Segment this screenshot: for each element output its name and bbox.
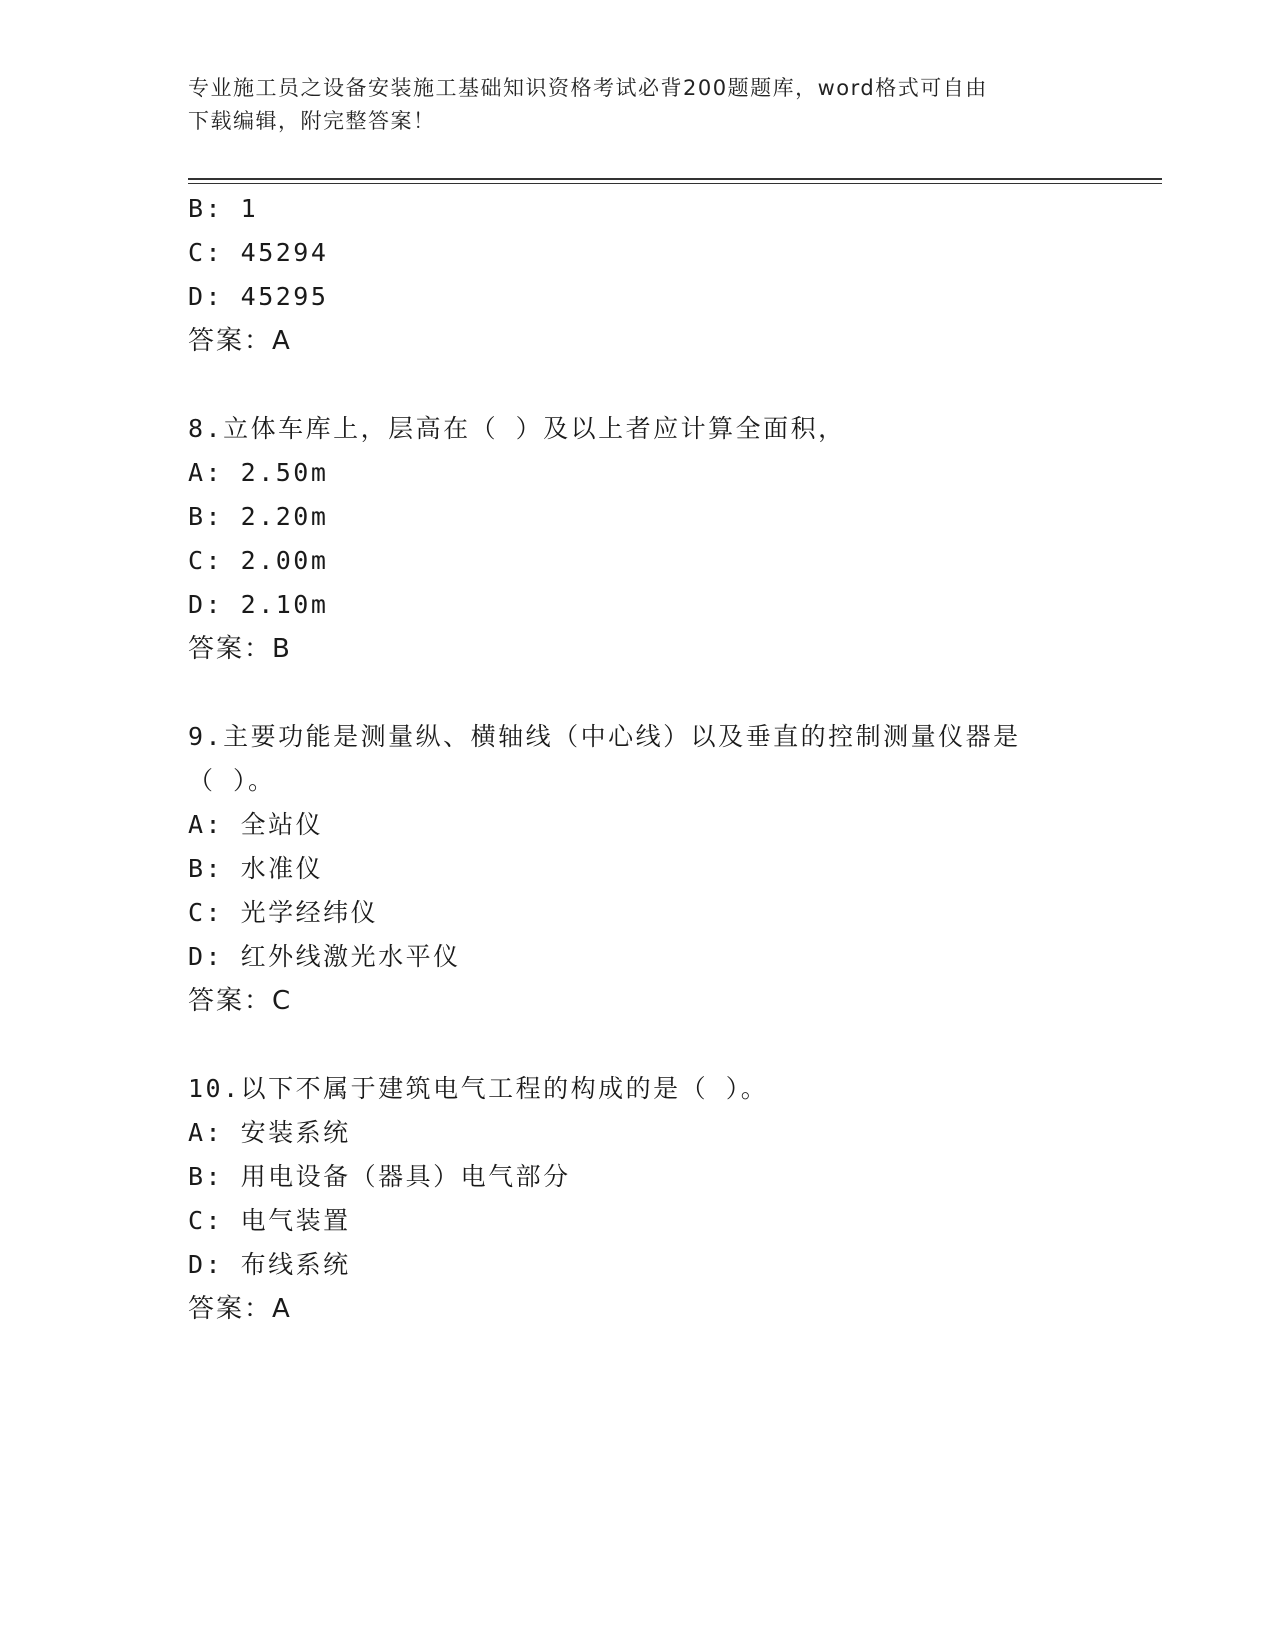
q10-option-b: B: 用电设备（器具）电气部分	[188, 1162, 571, 1191]
q8-question: 8.立体车库上，层高在（ ）及以上者应计算全面积，	[188, 414, 846, 443]
q9-option-b: B: 水准仪	[188, 854, 324, 883]
q8-option-b: B: 2.20m	[188, 502, 329, 531]
q8-option-a: A: 2.50m	[188, 458, 329, 487]
q10-option-c: C: 电气装置	[188, 1206, 351, 1235]
q10-answer: 答案：A	[188, 1294, 292, 1324]
q8-option-d: D: 2.10m	[188, 590, 329, 619]
q9-question-line-2: （ ）。	[188, 766, 276, 795]
q9-option-d: D: 红外线激光水平仪	[188, 942, 461, 971]
q7-answer: 答案：A	[188, 326, 292, 356]
header-divider-thick	[188, 178, 1162, 180]
q8-option-c: C: 2.00m	[188, 546, 329, 575]
q7-option-c: C: 45294	[188, 238, 329, 267]
q7-option-d: D: 45295	[188, 282, 329, 311]
q9-answer: 答案：C	[188, 986, 293, 1016]
header-line-2: 下载编辑，附完整答案！	[188, 109, 436, 133]
header-line-1: 专业施工员之设备安装施工基础知识资格考试必背200题题库，word格式可自由	[188, 76, 988, 100]
q9-question-line-1: 9.主要功能是测量纵、横轴线（中心线）以及垂直的控制测量仪器是	[188, 722, 1021, 751]
q10-option-d: D: 布线系统	[188, 1250, 351, 1279]
header-divider-thin	[188, 183, 1162, 184]
q9-option-a: A: 全站仪	[188, 810, 324, 839]
q10-question: 10.以下不属于建筑电气工程的构成的是（ ）。	[188, 1074, 769, 1103]
q7-option-b: B: 1	[188, 194, 259, 223]
q8-answer: 答案：B	[188, 634, 292, 664]
document-header	[188, 72, 1088, 138]
q9-option-c: C: 光学经纬仪	[188, 898, 379, 927]
q10-option-a: A: 安装系统	[188, 1118, 351, 1147]
